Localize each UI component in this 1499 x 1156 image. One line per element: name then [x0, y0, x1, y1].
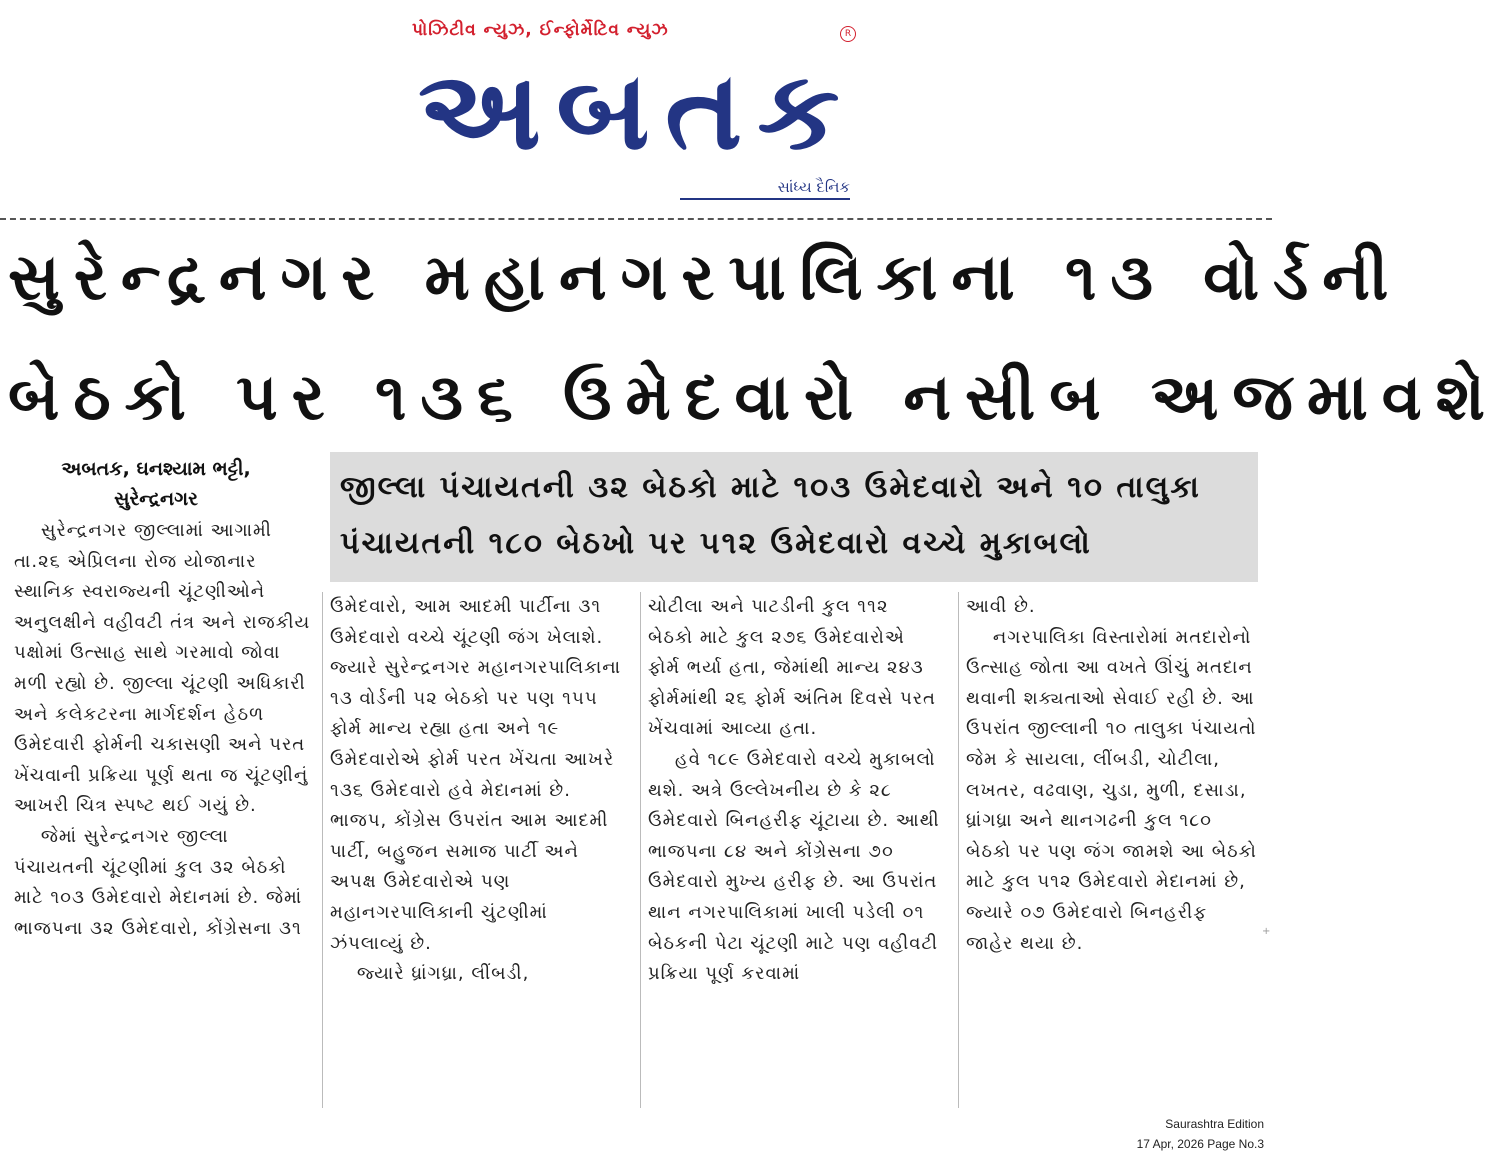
newspaper-logo: અબતક [418, 49, 855, 174]
article-column-1 [14, 516, 317, 1106]
byline-location: સુરેન્દ્રનગર [114, 488, 198, 510]
crop-mark-icon: + [1262, 926, 1271, 937]
subtitle-underline [680, 198, 850, 200]
masthead-subtitle: સાંધ્ય દૈનિક [777, 178, 850, 196]
article-paragraph: આવી છે. [966, 596, 1036, 617]
masthead-divider [0, 218, 1272, 220]
headline-line-2: બેઠકો પર ૧૩૬ ઉમેદવારો નસીબ અજમાવશે [8, 361, 1499, 435]
subheadline-box [330, 452, 1258, 582]
article-paragraph: જેમાં સુરેન્દ્રનગર જીલ્લા પંચાયતની ચૂંટણીમાં કુલ ૩૨ બેઠકો માટે ૧૦૩ ઉમેદવારો મેદાનમાં છે. જેમાં ભાજપના ૩૨ ઉમેદવારો, કોંગ્રેસના ૩૧ [14, 825, 309, 939]
registered-trademark-icon: R [840, 26, 856, 42]
article-column-3 [648, 592, 947, 1112]
article-paragraph: નગરપાલિકા વિસ્તારોમાં મતદારોનો ઉત્સાહ જોતા આ વખતે ઊંચું મતદાન થવાની શક્યતાઓ સેવાઈ રહી છે. આ ઉપરાંત જીલ્લાની ૧૦ તાલુકા પંચાયતો જેમ કે સાયલા, લીંબડી, ચોટીલા, લખતર, વઢવાણ, ચુડા, મુળી, દસાડા, ધ્રાંગધ્રા અને થાનગઢની કુલ ૧૮૦ બેઠકો પર પણ જંગ જામશે આ બેઠકો માટે કુલ ૫૧૨ ઉમેદવારો મેદાનમાં છે, જ્યારે ૦૭ ઉમેદવારો બિનહરીફ જાહેર થયા છે. [966, 626, 1264, 954]
article-paragraph: ચોટીલા અને પાટડીની કુલ ૧૧૨ બેઠકો માટે કુલ ૨૭૬ ઉમેદવારોએ ફોર્મ ભર્યા હતા, જેમાંથી માન્ય ૨૪૩ ફોર્મમાંથી ૨૬ ફોર્મ અંતિમ દિવસે પરત ખેંચવામાં આવ્યા હતા. [648, 596, 943, 740]
article-paragraph: સુરેન્દ્રનગર જીલ્લામાં આગામી તા.૨૬ એપ્રિલના રોજ યોજાનાર સ્થાનિક સ્વરાજ્યની ચૂંટણીઓને અનુલક્ષીને વહીવટી તંત્ર અને રાજકીય પક્ષોમાં ઉત્સાહ સાથે ગરમાવો જોવા મળી રહ્યો છે. જીલ્લા ચૂંટણી અધિકારી અને કલેકટરના માર્ગદર્શન હેઠળ ઉમેદવારી ફોર્મની ચકાસણી અને પરત ખેંચવાની પ્રક્રિયા પૂર્ણ થતા જ ચૂંટણીનું આખરી ચિત્ર સ્પષ્ટ થઈ ગયું છે. [14, 520, 317, 817]
masthead-tagline: પોઝિટીવ ન્યુઝ, ઈન્ફોર્મેટિવ ન્યુઝ [412, 20, 669, 40]
column-divider [640, 592, 641, 1108]
byline-author: અબતક, ઘનશ્યામ ભટ્ટી, [61, 458, 251, 480]
edition-date-page: 17 Apr, 2026 Page No.3 [1136, 1137, 1264, 1151]
column-divider [322, 592, 323, 1108]
edition-footer [1137, 1114, 1264, 1154]
subheadline-line-2: પંચાયતની ૧૮૦ બેઠખો પર ૫૧૨ ઉમેદવારો વચ્ચે મુકાબલો [340, 526, 1092, 561]
article-column-2 [330, 592, 628, 1112]
byline [0, 454, 312, 514]
masthead [0, 0, 1272, 200]
edition-name: Saurashtra Edition [1165, 1117, 1264, 1131]
headline-line-1: સુરેન્દ્રનગર મહાનગરપાલિકાના ૧૩ વોર્ડની [8, 241, 1403, 315]
subheadline-line-1: જીલ્લા પંચાયતની ૩૨ બેઠકો માટે ૧૦૩ ઉમેદવારો અને ૧૦ તાલુકા [340, 470, 1201, 505]
article-paragraph: હવે ૧૮૯ ઉમેદવારો વચ્ચે મુકાબલો થશે. અત્રે ઉલ્લેખનીય છે કે ૨૮ ઉમેદવારો બિનહરીફ ચૂંટાયા છે. આથી ભાજપના ૮૪ અને કોંગ્રેસના ૭૦ ઉમેદવારો મુખ્ય હરીફ છે. આ ઉપરાંત થાન નગરપાલિકામાં ખાલી પડેલી ૦૧ બેઠકની પેટા ચૂંટણી માટે પણ વહીવટી પ્રક્રિયા પૂર્ણ કરવામાં [648, 748, 947, 985]
article-paragraph: જ્યારે ધ્રાંગધ્રા, લીંબડી, [330, 963, 530, 985]
article-column-4 [966, 592, 1264, 1112]
column-divider [958, 592, 959, 1108]
article-paragraph: ઉમેદવારો, આમ આદમી પાર્ટીના ૩૧ ઉમેદવારો વચ્ચે ચૂંટણી જંગ ખેલાશે. જ્યારે સુરેન્દ્રનગર મહાનગરપાલિકાના ૧૩ વોર્ડની ૫૨ બેઠકો પર પણ ૧૫૫ ફોર્મ માન્ય રહ્યા હતા અને ૧૯ ઉમેદવારોએ ફોર્મ પરત ખેંચતા આખરે ૧૩૬ ઉમેદવારો હવે મેદાનમાં છે. ભાજપ, કોંગ્રેસ ઉપરાંત આમ આદમી પાર્ટી, બહુજન સમાજ પાર્ટી અને અપક્ષ ઉમેદવારોએ પણ મહાનગરપાલિકાની ચુંટણીમાં ઝંપલાવ્યું છે. [330, 596, 628, 954]
